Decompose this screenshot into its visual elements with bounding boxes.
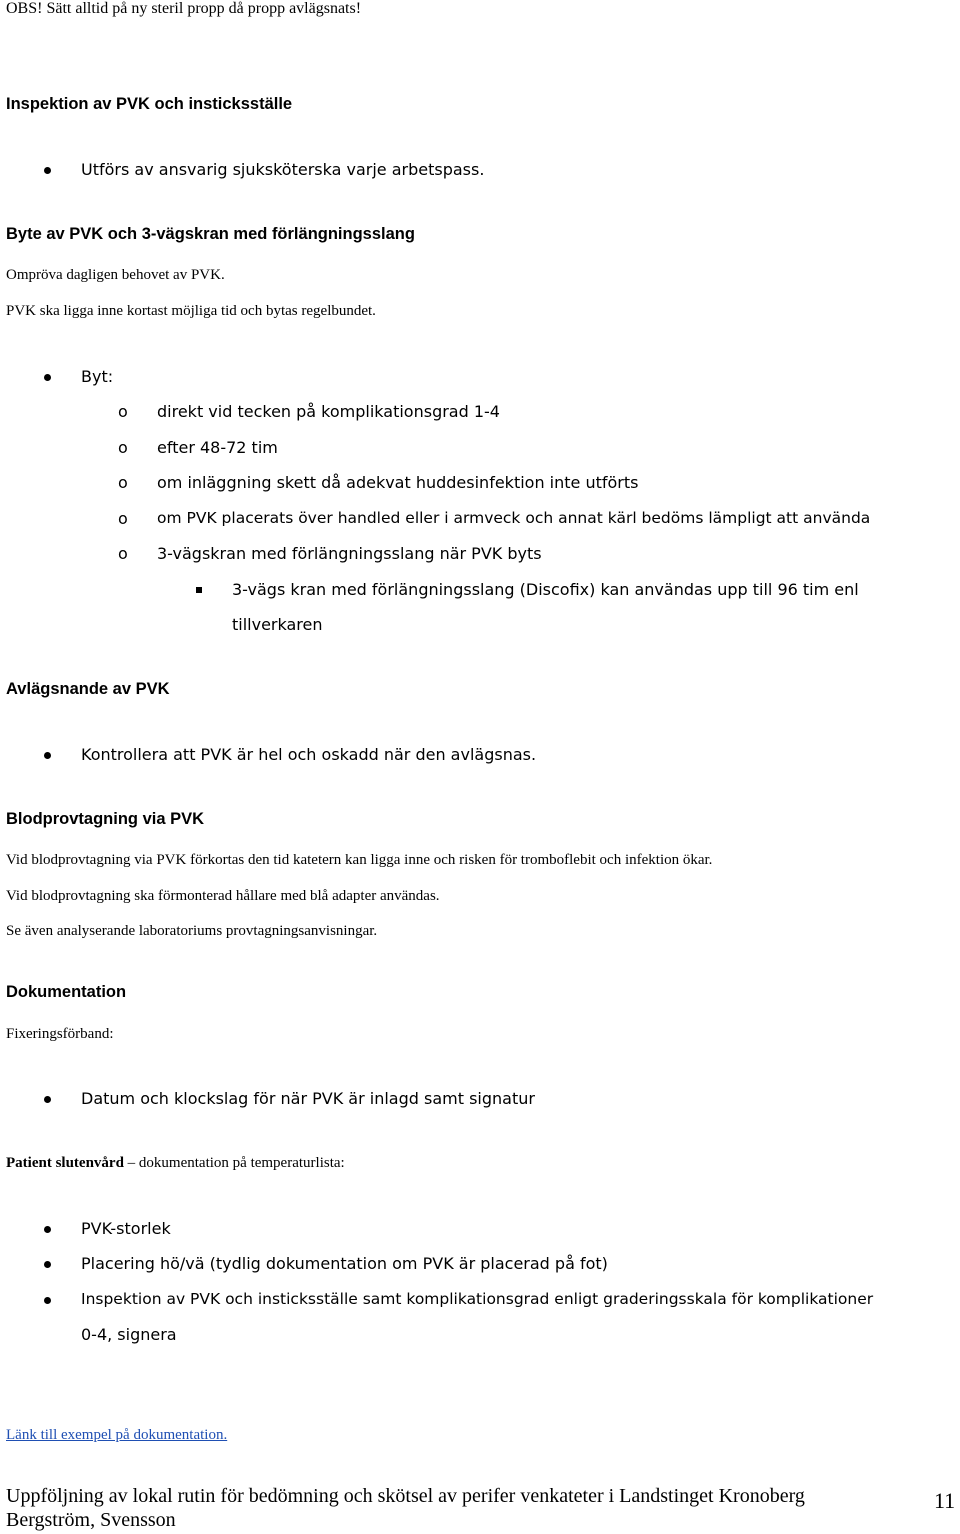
bullet-icon (44, 1297, 51, 1304)
list-item-continuation: 0-4, signera (81, 1325, 177, 1344)
sub-list-item: om PVK placerats över handled eller i armveck och annat kärl bedöms lämpligt att använda (157, 509, 871, 527)
list-item: Kontrollera att PVK är hel och oskadd när den avlägsnas. (81, 745, 537, 764)
list-item: Datum och klockslag för när PVK är inlagd samt signatur (81, 1089, 535, 1108)
circle-bullet-icon: o (118, 544, 128, 563)
list-item: PVK-storlek (81, 1219, 171, 1238)
circle-bullet-icon: o (118, 509, 128, 528)
sub-sub-list-item: 3-vägs kran med förlängningsslang (Discofix) kan användas upp till 96 tim enl (232, 580, 859, 599)
sub-list-item: efter 48-72 tim (157, 438, 278, 457)
circle-bullet-icon: o (118, 438, 128, 457)
page-number: 11 (934, 1488, 956, 1513)
paragraph: PVK ska ligga inne kortast möjliga tid och bytas regelbundet. (6, 303, 376, 319)
footer-title: Uppföljning av lokal rutin för bedömning och skötsel av perifer venkateter i Landstinget Kronoberg (6, 1485, 805, 1507)
sub-list-item: direkt vid tecken på komplikationsgrad 1-4 (157, 402, 500, 421)
header-note: OBS! Sätt alltid på ny steril propp då propp avlägsnats! (6, 0, 362, 17)
sub-list-item: om inläggning skett då adekvat huddesinfektion inte utförts (157, 473, 639, 492)
bullet-icon (44, 1261, 51, 1268)
paragraph: Ompröva dagligen behovet av PVK. (6, 267, 225, 283)
sub-sub-list-item-continuation: tillverkaren (232, 615, 323, 634)
bullet-icon (44, 1096, 51, 1103)
bullet-icon (44, 1226, 51, 1233)
section-heading-removal: Avlägsnande av PVK (6, 680, 170, 698)
square-bullet-icon (196, 587, 202, 593)
list-item: Byt: (81, 367, 114, 386)
section-heading-replacement: Byte av PVK och 3-vägskran med förlängningsslang (6, 225, 415, 243)
fixation-label: Fixeringsförband: (6, 1026, 114, 1042)
bullet-icon (44, 374, 51, 381)
documentation-example-link[interactable]: Länk till exempel på dokumentation. (6, 1427, 228, 1443)
paragraph: Se även analyserande laboratoriums provtagningsanvisningar. (6, 923, 378, 939)
patient-label-bold: Patient slutenvård (6, 1155, 124, 1171)
paragraph: Vid blodprovtagning via PVK förkortas den tid katetern kan ligga inne och risken för tromboflebit och infektion ökar. (6, 852, 713, 868)
patient-label-rest: – dokumentation på temperaturlista: (123, 1155, 345, 1171)
section-heading-inspection: Inspektion av PVK och insticksställe (6, 95, 293, 113)
list-item: Inspektion av PVK och insticksställe samt komplikationsgrad enligt graderingsskala för komplikationer (81, 1290, 874, 1308)
list-item: Utförs av ansvarig sjuksköterska varje arbetspass. (81, 160, 485, 179)
patient-label (6, 1155, 345, 1172)
paragraph: Vid blodprovtagning ska förmonterad hållare med blå adapter användas. (6, 888, 440, 904)
circle-bullet-icon: o (118, 402, 128, 421)
sub-list-item: 3-vägskran med förlängningsslang när PVK byts (157, 544, 542, 563)
section-heading-documentation: Dokumentation (6, 983, 127, 1001)
circle-bullet-icon: o (118, 473, 128, 492)
bullet-icon (44, 752, 51, 759)
list-item: Placering hö/vä (tydlig dokumentation om PVK är placerad på fot) (81, 1254, 608, 1273)
bullet-icon (44, 167, 51, 174)
footer-authors: Bergström, Svensson (6, 1509, 176, 1531)
section-heading-blood-sampling: Blodprovtagning via PVK (6, 810, 205, 828)
